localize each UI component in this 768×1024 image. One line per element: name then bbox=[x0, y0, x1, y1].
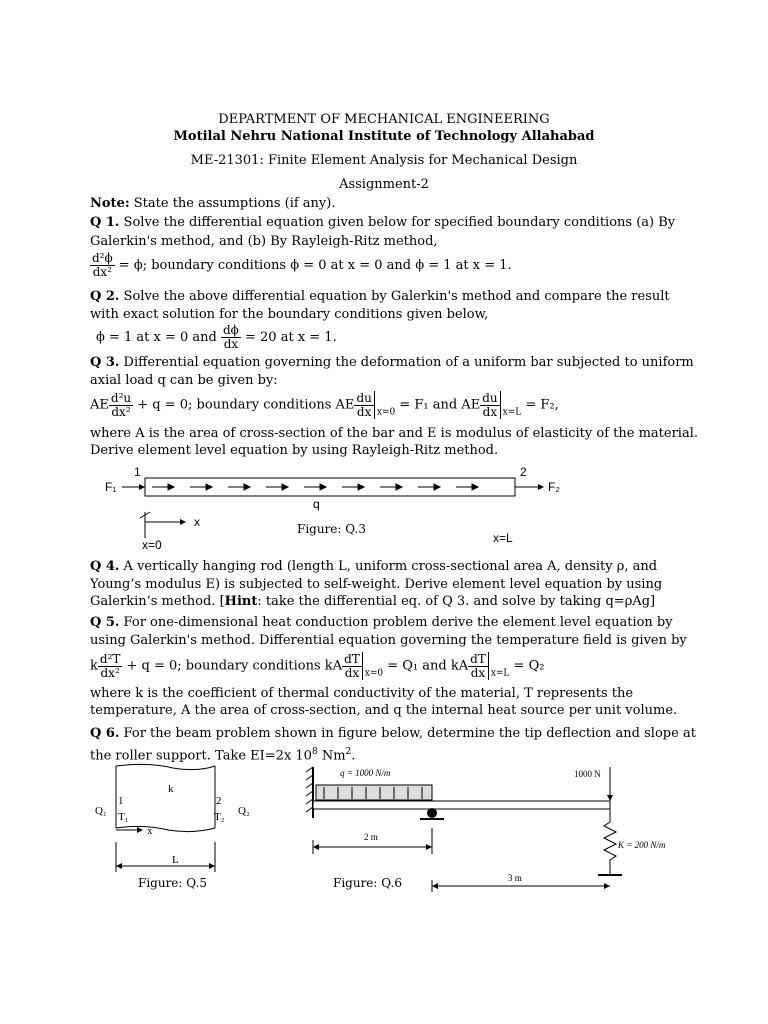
q6-line1 bbox=[90, 726, 696, 742]
q4-line3 bbox=[90, 594, 655, 610]
q6-text2b: Nm bbox=[317, 748, 346, 764]
q1-line1 bbox=[90, 215, 675, 231]
q2-label: Q 2. bbox=[90, 289, 120, 304]
q5-eq-c: = Q₁ and kA bbox=[383, 658, 469, 674]
q3-line4: Derive element level equation by using Rayleigh-Ritz method. bbox=[90, 443, 499, 458]
q5-eq-d: = Q₂ bbox=[509, 658, 545, 674]
f2-label: F₂ bbox=[548, 480, 560, 494]
figure-q5-caption: Figure: Q.5 bbox=[138, 876, 207, 890]
q2-line1 bbox=[90, 289, 670, 305]
q5-eq-b: + q = 0; boundary conditions kA bbox=[122, 658, 343, 674]
q3-line1 bbox=[90, 355, 694, 371]
q1-fraction bbox=[90, 252, 115, 279]
q3-label: Q 3. bbox=[90, 355, 120, 370]
q1-frac-num: d²ϕ bbox=[92, 251, 113, 265]
q2-equation bbox=[96, 324, 337, 351]
q2-text1: Solve the above differential equation by Galerkin's method and compare the result bbox=[119, 289, 670, 304]
dim-arrowhead-right bbox=[209, 863, 215, 869]
course-title: ME-21301: Finite Element Analysis for Mechanical Design bbox=[190, 153, 578, 168]
q5-frac3-num: dT bbox=[470, 651, 486, 666]
q3-eq-b: + q = 0; boundary conditions AE bbox=[133, 397, 355, 413]
q6-text2c: . bbox=[351, 748, 356, 764]
q2-line2: with exact solution for the boundary conditions given below, bbox=[90, 307, 489, 322]
figure-q3-caption: Figure: Q.3 bbox=[297, 522, 366, 536]
q3-frac1-den: dx² bbox=[111, 404, 131, 419]
f1-label: F₁ bbox=[105, 480, 117, 494]
q3-frac2 bbox=[354, 392, 373, 419]
q2-fraction bbox=[221, 324, 241, 351]
q3-frac2-den: dx bbox=[356, 404, 372, 419]
q3-text1: Differential equation governing the deformation of a uniform bar subjected to uniform bbox=[119, 355, 694, 370]
q3-eval-bar1 bbox=[374, 391, 375, 419]
figure-q5 bbox=[88, 762, 268, 877]
q3-frac1 bbox=[109, 392, 133, 419]
q1-line2: Galerkin's method, and (b) By Rayleigh-Ritz method, bbox=[90, 234, 438, 249]
q3-line3: where A is the area of cross-section of the bar and E is modulus of elasticity of the material. bbox=[90, 426, 698, 441]
q5-label: Q 5. bbox=[90, 615, 120, 630]
figure-q3 bbox=[90, 460, 690, 555]
q3-sub1: x=0 bbox=[376, 407, 396, 418]
conduction-rod bbox=[116, 764, 215, 831]
institute-name: Motilal Nehru National Institute of Technology Allahabad bbox=[173, 129, 595, 144]
q3-frac3-num: du bbox=[482, 390, 498, 405]
q5-eval-bar1 bbox=[362, 652, 363, 680]
q3-eq-d: = F₂, bbox=[521, 397, 559, 413]
x-axis-arrowhead bbox=[137, 827, 143, 833]
q5-frac3-den: dx bbox=[470, 665, 486, 680]
k-label: k bbox=[168, 783, 174, 795]
figure-q6-caption: Figure: Q.6 bbox=[333, 876, 402, 890]
q6-label: Q 6. bbox=[90, 726, 120, 741]
q2-eq-post: = 20 at x = 1. bbox=[240, 330, 337, 345]
q5-frac3 bbox=[468, 653, 488, 680]
q3-equation bbox=[90, 391, 559, 421]
t2-label: T₂ bbox=[214, 811, 225, 823]
q6-exp: 8 bbox=[311, 747, 318, 757]
distributed-load-block bbox=[316, 785, 432, 800]
t1-label: T₁ bbox=[118, 811, 129, 823]
distributed-load-arrows bbox=[152, 484, 478, 490]
note-text: State the assumptions (if any). bbox=[129, 196, 336, 211]
q1-eq-rest: = ϕ; boundary conditions ϕ = 0 at x = 0 and ϕ = 1 at x = 1. bbox=[114, 258, 512, 273]
q5-frac1-den: dx² bbox=[100, 665, 120, 680]
q2-frac-den: dx bbox=[223, 337, 239, 351]
note-label: Note: bbox=[90, 196, 130, 211]
q3-frac3-den: dx bbox=[482, 404, 498, 419]
x-label: x bbox=[194, 515, 200, 529]
spring-label: K = 200 N/m bbox=[618, 840, 666, 850]
q5-frac1 bbox=[98, 653, 123, 680]
q6-exp2: 2 bbox=[345, 747, 352, 757]
q2-frac-num: dϕ bbox=[223, 323, 239, 337]
q1-equation bbox=[90, 252, 512, 279]
q5-equation bbox=[90, 652, 544, 682]
spring bbox=[604, 809, 616, 875]
node2-label: 2 bbox=[520, 465, 527, 479]
q1-text1: Solve the differential equation given below for specified boundary conditions (a) By bbox=[119, 215, 676, 230]
f1-arrowhead bbox=[139, 484, 145, 490]
dim2-arrowhead-left bbox=[432, 883, 438, 889]
p-load-label: 1000 N bbox=[574, 769, 601, 779]
q1-label-fig: Q₁ bbox=[95, 805, 107, 817]
q6-text1: For the beam problem shown in figure below, determine the tip deflection and slope at bbox=[119, 726, 696, 741]
q3-frac3 bbox=[480, 392, 499, 419]
q3-eval-bar2 bbox=[500, 391, 501, 419]
dim1-arrowhead-left bbox=[313, 844, 319, 850]
q3-frac2-num: du bbox=[356, 390, 372, 405]
x-axis-arrowhead bbox=[180, 519, 186, 525]
wall-hatch bbox=[306, 767, 313, 812]
dim2-arrowhead-right bbox=[604, 883, 610, 889]
x-label: x bbox=[147, 825, 153, 837]
q2-label-fig: Q₂ bbox=[238, 805, 250, 817]
point-load-arrowhead bbox=[607, 795, 613, 801]
q3-eq-a: AE bbox=[90, 397, 109, 413]
q5-frac2-den: dx bbox=[344, 665, 360, 680]
beam bbox=[313, 801, 610, 809]
q4-label: Q 4. bbox=[90, 559, 120, 574]
dim1-label: 2 m bbox=[364, 832, 378, 842]
q3-sub2: x=L bbox=[502, 407, 522, 418]
q5-frac1-num: d²T bbox=[99, 651, 121, 666]
q5-text1: For one-dimensional heat conduction problem derive the element level equation by bbox=[119, 615, 673, 630]
L-label: L bbox=[172, 854, 179, 866]
department-title: DEPARTMENT OF MECHANICAL ENGINEERING bbox=[218, 112, 550, 127]
q5-eq-a: k bbox=[90, 658, 98, 674]
q-label: q bbox=[313, 497, 320, 511]
f2-arrowhead bbox=[538, 484, 544, 490]
q1-frac-den: dx² bbox=[92, 265, 112, 279]
assignment-title: Assignment-2 bbox=[339, 177, 429, 192]
q3-line2: axial load q can be given by: bbox=[90, 373, 278, 388]
q5-line2: using Galerkin's method. Differential equation governing the temperature field is given by bbox=[90, 633, 687, 648]
q4-hint: Hint bbox=[224, 594, 258, 609]
q5-frac2 bbox=[342, 653, 362, 680]
q5-eval-bar2 bbox=[488, 652, 489, 680]
roller-support bbox=[427, 808, 437, 818]
n2-label: 2 bbox=[216, 795, 222, 807]
q2-eq-pre: ϕ = 1 at x = 0 and bbox=[96, 330, 221, 345]
xL-label: x=L bbox=[493, 531, 513, 545]
q4-text1: A vertically hanging rod (length L, uniform cross-sectional area A, density ρ, and bbox=[119, 559, 658, 574]
q3-eq-c: = F₁ and AE bbox=[395, 397, 481, 413]
q5-line4: temperature, A the area of cross-section, and q the internal heat source per unit volume. bbox=[90, 703, 678, 718]
q4-line2: Young’s modulus E) is subjected to self-weight. Derive element level equation by using bbox=[90, 577, 663, 592]
q4-text3a: Galerkin’s method. [ bbox=[90, 594, 225, 609]
q4-text3b: : take the differential eq. of Q 3. and solve by taking q=ρAg] bbox=[257, 594, 656, 609]
q5-frac2-num: dT bbox=[344, 651, 360, 666]
q-load-label: q = 1000 N/m bbox=[340, 768, 391, 778]
q5-line3: where k is the coefficient of thermal conductivity of the material, T represents the bbox=[90, 686, 634, 701]
n1-label: 1 bbox=[118, 795, 124, 807]
dim2-label: 3 m bbox=[508, 873, 522, 883]
dim-arrowhead-left bbox=[116, 863, 122, 869]
q3-frac1-num: d²u bbox=[110, 390, 132, 405]
q4-line1 bbox=[90, 559, 657, 575]
q6-text2a: the roller support. Take EI=2x 10 bbox=[90, 748, 312, 764]
x0-label: x=0 bbox=[142, 538, 162, 552]
dim1-arrowhead-right bbox=[426, 844, 432, 850]
note bbox=[90, 196, 335, 212]
q5-sub1: x=0 bbox=[364, 668, 384, 679]
q5-line1 bbox=[90, 615, 673, 631]
q1-label: Q 1. bbox=[90, 215, 120, 230]
node1-label: 1 bbox=[134, 465, 141, 479]
q5-sub2: x=L bbox=[490, 668, 510, 679]
